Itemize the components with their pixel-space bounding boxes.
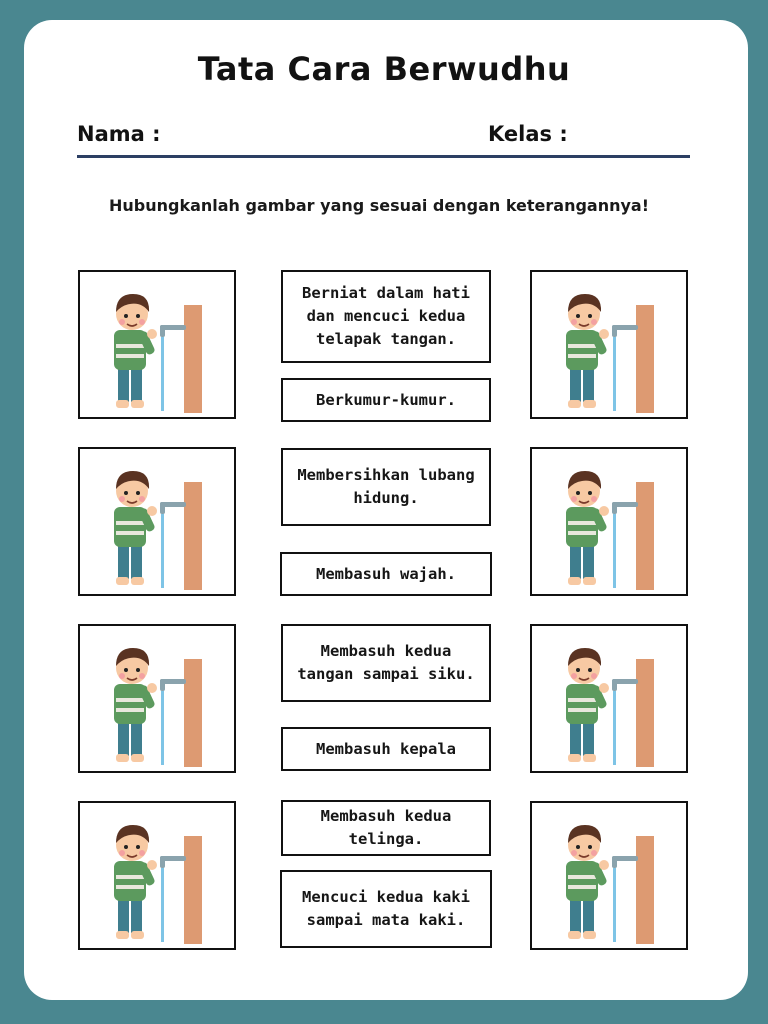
picture-box-2[interactable] bbox=[78, 447, 236, 596]
picture-box-4[interactable] bbox=[78, 801, 236, 950]
picture-box-3[interactable] bbox=[78, 624, 236, 773]
boy-rinsing-mouth-icon bbox=[80, 626, 234, 771]
caption-box-8[interactable]: Mencuci kedua kaki sampai mata kaki. bbox=[280, 870, 492, 948]
caption-box-3[interactable]: Membersihkan lubang hidung. bbox=[281, 448, 491, 526]
instruction-text: Hubungkanlah gambar yang sesuai dengan keterangannya! bbox=[108, 196, 650, 215]
boy-washing-arms-icon bbox=[532, 626, 686, 771]
picture-box-7[interactable] bbox=[530, 624, 688, 773]
boy-cleaning-nose-icon bbox=[80, 803, 234, 948]
caption-box-5[interactable]: Membasuh kedua tangan sampai siku. bbox=[281, 624, 491, 702]
caption-box-1[interactable]: Berniat dalam hati dan mencuci kedua telapak tangan. bbox=[281, 270, 491, 363]
caption-box-4[interactable]: Membasuh wajah. bbox=[280, 552, 492, 596]
caption-box-2[interactable]: Berkumur-kumur. bbox=[281, 378, 491, 422]
picture-box-8[interactable] bbox=[530, 801, 688, 950]
picture-box-6[interactable] bbox=[530, 447, 688, 596]
picture-box-5[interactable] bbox=[530, 270, 688, 419]
boy-wiping-head-icon bbox=[80, 272, 234, 417]
caption-box-7[interactable]: Membasuh kedua telinga. bbox=[281, 800, 491, 856]
boy-washing-face-icon bbox=[532, 803, 686, 948]
page-title: Tata Cara Berwudhu bbox=[197, 50, 571, 88]
boy-washing-hands-icon bbox=[532, 272, 686, 417]
boy-washing-feet-icon bbox=[532, 449, 686, 594]
class-label: Kelas : bbox=[488, 122, 568, 146]
picture-box-1[interactable] bbox=[78, 270, 236, 419]
boy-washing-ears-icon bbox=[80, 449, 234, 594]
name-label: Nama : bbox=[77, 122, 161, 146]
caption-box-6[interactable]: Membasuh kepala bbox=[281, 727, 491, 771]
name-underline bbox=[77, 155, 690, 158]
